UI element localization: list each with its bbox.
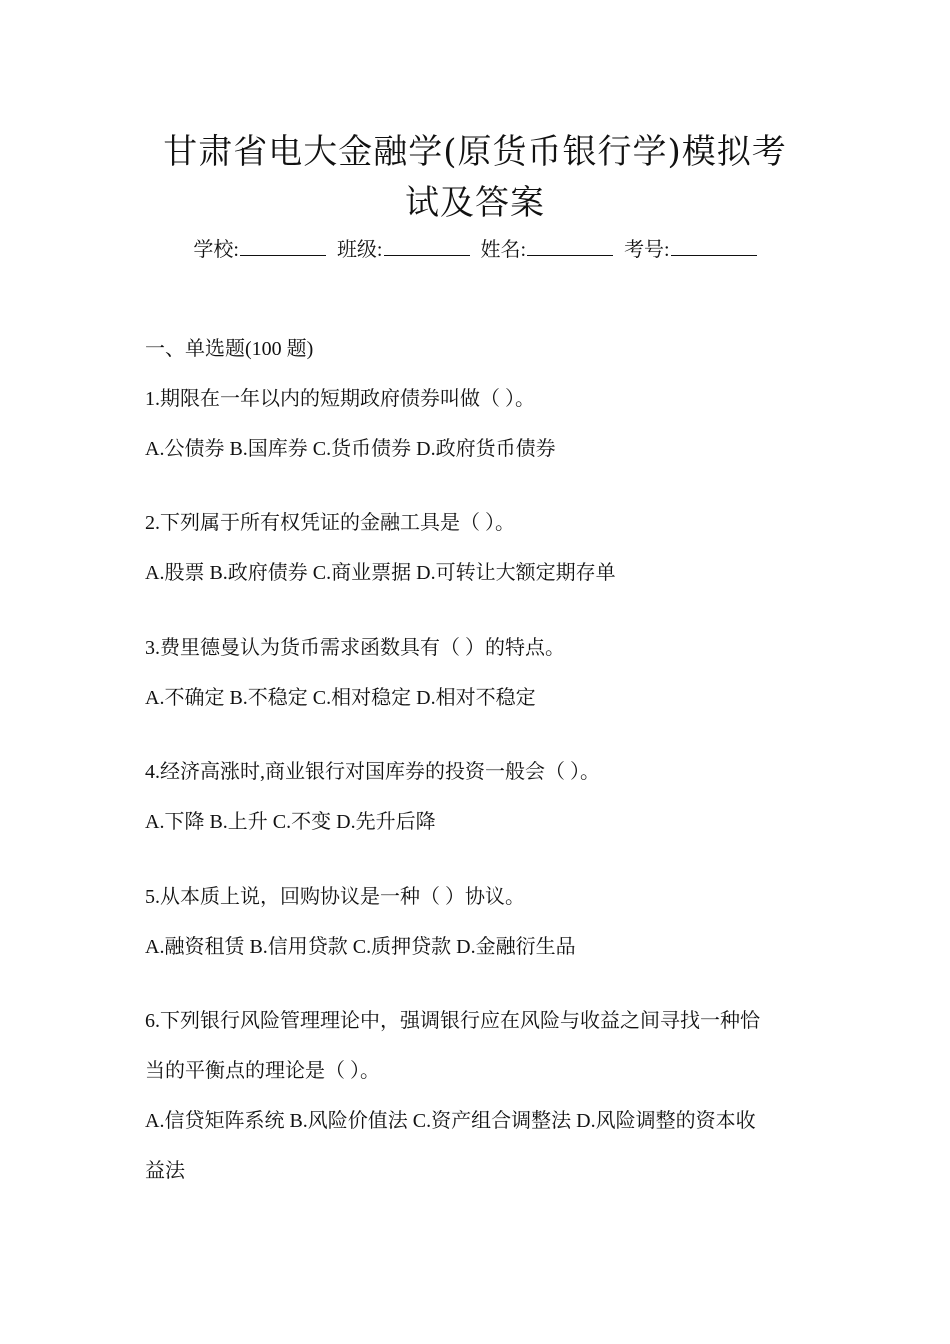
question-5-options: A.融资租赁 B.信用贷款 C.质押贷款 D.金融衍生品 bbox=[145, 936, 576, 958]
school-blank bbox=[240, 235, 326, 256]
question-3-stem: 3.费里德曼认为货币需求函数具有（ ）的特点。 bbox=[145, 637, 565, 659]
exam-number-label: 考号: bbox=[624, 239, 670, 261]
question-1-options: A.公债券 B.国库券 C.货币债券 D.政府货币债券 bbox=[145, 438, 556, 460]
exam-number-blank bbox=[671, 235, 757, 256]
question-2-stem: 2.下列属于所有权凭证的金融工具是（ ）。 bbox=[145, 512, 515, 534]
school-label: 学校: bbox=[193, 239, 239, 261]
class-field bbox=[337, 234, 470, 266]
student-info-row bbox=[0, 234, 950, 266]
question-6-options-line-1: A.信贷矩阵系统 B.风险价值法 C.资产组合调整法 D.风险调整的资本收 bbox=[145, 1110, 756, 1132]
class-label: 班级: bbox=[336, 239, 383, 261]
question-4-stem: 4.经济高涨时,商业银行对国库券的投资一般会（ ）。 bbox=[145, 761, 600, 783]
question-6-options-line-2: 益法 bbox=[145, 1160, 185, 1182]
exam-number-field bbox=[624, 234, 757, 266]
question-4-options: A.下降 B.上升 C.不变 D.先升后降 bbox=[145, 811, 436, 833]
document-title-line-2: 试及答案 bbox=[405, 183, 545, 223]
question-2-options: A.股票 B.政府债券 C.商业票据 D.可转让大额定期存单 bbox=[145, 562, 616, 584]
question-6-stem-line-1: 6.下列银行风险管理理论中，强调银行应在风险与收益之间寻找一种恰 bbox=[145, 1010, 760, 1032]
name-blank bbox=[527, 235, 613, 256]
class-blank bbox=[384, 235, 470, 256]
document-title-line-1: 甘肃省电大金融学(原货币银行学)模拟考 bbox=[163, 132, 787, 172]
question-1-stem: 1.期限在一年以内的短期政府债券叫做（ ）。 bbox=[145, 388, 535, 410]
section-heading: 一、单选题(100 题) bbox=[145, 338, 314, 360]
name-label: 姓名: bbox=[480, 239, 527, 261]
name-field bbox=[481, 234, 614, 266]
school-field bbox=[193, 234, 326, 266]
question-6-stem-line-2: 当的平衡点的理论是（ ）。 bbox=[145, 1060, 380, 1082]
question-5-stem: 5.从本质上说，回购协议是一种（ ）协议。 bbox=[145, 886, 525, 908]
question-3-options: A.不确定 B.不稳定 C.相对稳定 D.相对不稳定 bbox=[145, 687, 536, 709]
